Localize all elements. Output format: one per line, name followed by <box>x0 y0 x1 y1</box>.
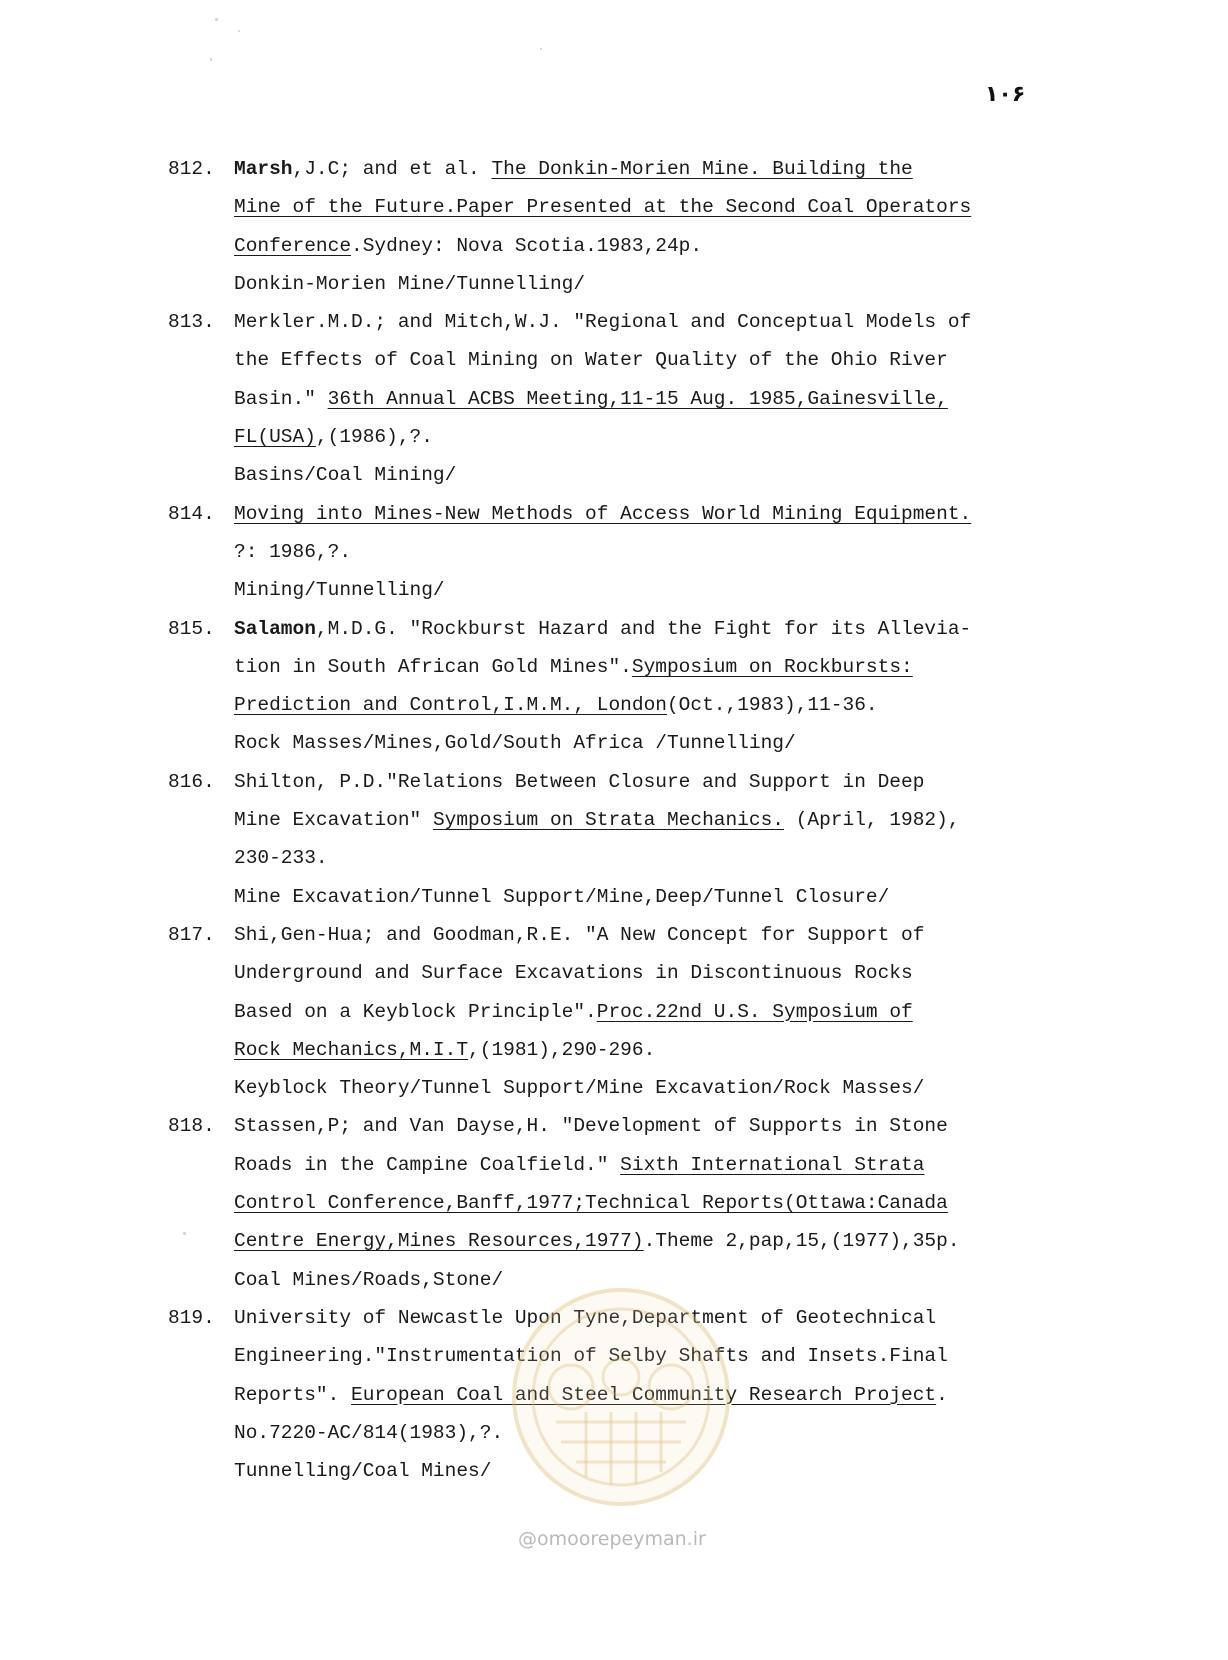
scan-speck <box>238 30 240 32</box>
entry-text-segment: Based on a Keyblock Principle". <box>234 1000 597 1023</box>
entry-text-segment: Marsh <box>234 158 293 180</box>
watermark-seal <box>512 1288 730 1506</box>
entry-line <box>234 1146 1068 1184</box>
entry-text-segment: 230-233. <box>234 847 328 870</box>
bibliography-entry <box>168 495 1068 610</box>
entry-text-segment: Underground and Surface Excavations in Discontinuous Rocks <box>234 962 913 985</box>
entry-text-segment: . <box>936 1383 948 1406</box>
entry-number: 818. <box>168 1115 215 1138</box>
entry-line <box>234 648 1068 686</box>
entry-line <box>234 227 1068 265</box>
entry-line <box>234 380 1068 418</box>
entry-text-segment: Keyblock Theory/Tunnel Support/Mine Excavation/Rock Masses/ <box>234 1077 925 1100</box>
entry-line <box>234 150 1068 188</box>
entry-line <box>234 878 1068 916</box>
entry-title-segment: The Donkin-Morien Mine. Building the <box>491 158 913 180</box>
bibliography-entry <box>168 303 1068 494</box>
entry-text-segment: Donkin-Morien Mine/Tunnelling/ <box>234 272 586 295</box>
entry-text-segment: .Sydney: Nova Scotia.1983,24p. <box>351 234 703 257</box>
entry-title-segment: Prediction and Control,I.M.M., London <box>234 694 667 717</box>
entry-line <box>234 303 1068 341</box>
entry-text-segment: Shilton, P.D."Relations Between Closure and Support in Deep <box>234 770 925 793</box>
entry-line <box>234 916 1068 954</box>
entry-text-segment: Roads in the Campine Coalfield." <box>234 1153 621 1176</box>
entry-text-segment: ,(1986),?. <box>315 426 433 449</box>
bibliography-entry <box>168 763 1068 916</box>
entry-title-segment: Sixth International Strata <box>620 1153 925 1176</box>
watermark-url: @omoorepeyman.ir <box>518 1528 706 1550</box>
entry-line <box>234 993 1068 1031</box>
entry-number: 813. <box>168 311 215 334</box>
page-number: ۱۰۶ <box>985 82 1026 107</box>
entry-text-segment: Merkler.M.D.; and Mitch,W.J. "Regional and Conceptual Models of <box>234 311 972 334</box>
scan-speck <box>215 18 218 21</box>
entry-line <box>234 495 1068 533</box>
entry-line <box>234 188 1068 226</box>
entry-line <box>234 265 1068 303</box>
entry-text-segment: ,J.C; and et al. <box>292 158 492 180</box>
entry-line <box>234 571 1068 609</box>
entry-line <box>234 610 1068 648</box>
entry-title-segment: Symposium on Rockbursts: <box>631 655 913 678</box>
entry-text-segment: Stassen,P; and Van Dayse,H. "Development of Supports in Stone <box>234 1115 948 1138</box>
entry-title-segment: Mine of the Future.Paper Presented at the Second Coal Operators <box>234 196 972 219</box>
entry-line <box>234 1184 1068 1222</box>
entry-title-segment: Control Conference,Banff,1977;Technical Reports(Ottawa:Canada <box>234 1192 948 1215</box>
entry-line <box>234 839 1068 877</box>
entry-number: 816. <box>168 770 215 793</box>
entry-number: 812. <box>168 158 215 180</box>
entry-line <box>234 763 1068 801</box>
entry-line <box>234 686 1068 724</box>
entry-text-segment: Reports". <box>234 1383 352 1406</box>
entry-number: 815. <box>168 617 215 640</box>
entry-text-segment: ?: 1986,?. <box>234 540 352 563</box>
entry-title-segment: FL(USA) <box>234 426 316 449</box>
entry-text-segment: University of Newcastle Upon Tyne,Department of Geotechnical <box>234 1306 937 1329</box>
entry-title-segment: Rock Mechanics,M.I.T <box>234 1038 469 1061</box>
entry-text-segment: .Theme 2,pap,15,(1977),35p. <box>643 1230 960 1253</box>
entry-line <box>234 1031 1068 1069</box>
entry-text-segment: Basin." <box>234 387 328 410</box>
entry-title-segment: Moving into Mines-New Methods of Access World Mining Equipment. <box>234 502 972 525</box>
bibliography-entry <box>168 610 1068 763</box>
entry-line <box>234 724 1068 762</box>
entry-title-segment: European Coal and Steel Community Research Project <box>351 1383 937 1406</box>
entry-number: 819. <box>168 1306 215 1329</box>
scan-speck <box>540 48 542 50</box>
entry-text-segment: Coal Mines/Roads,Stone/ <box>234 1268 504 1291</box>
bibliography-entry <box>168 150 1068 303</box>
seal-graphic-icon <box>516 1292 726 1502</box>
entry-line <box>234 341 1068 379</box>
entry-line <box>234 1069 1068 1107</box>
entry-text-segment: Engineering."Instrumentation of Selby Shafts and Insets.Final <box>234 1345 948 1368</box>
bibliography-entry <box>168 1107 1068 1298</box>
entry-number: 814. <box>168 502 215 525</box>
entry-number: 817. <box>168 923 215 946</box>
entry-text-segment: Shi,Gen-Hua; and Goodman,R.E. "A New Concept for Support of <box>234 923 925 946</box>
entry-text-segment: ,M.D.G. "Rockburst Hazard and the Fight for its Allevia- <box>315 617 972 640</box>
entry-text-segment: Mining/Tunnelling/ <box>234 579 445 602</box>
entry-text-segment: Mine Excavation" <box>234 809 433 832</box>
scan-speck <box>210 58 212 61</box>
entry-line <box>234 801 1068 839</box>
entry-line <box>234 456 1068 494</box>
entry-text-segment: the Effects of Coal Mining on Water Quality of the Ohio River <box>234 349 948 372</box>
entry-title-segment: Symposium on Strata Mechanics. <box>432 809 784 832</box>
entry-line <box>234 954 1068 992</box>
entry-text-segment: Rock Masses/Mines,Gold/South Africa /Tunnelling/ <box>234 732 796 755</box>
entry-line <box>234 533 1068 571</box>
entry-title-segment: Proc.22nd U.S. Symposium of <box>596 1000 913 1023</box>
entry-text-segment: (April, 1982), <box>784 809 960 832</box>
entry-text-segment: ,(1981),290-296. <box>468 1038 656 1061</box>
entry-title-segment: 36th Annual ACBS Meeting,11-15 Aug. 1985,Gainesville, <box>327 387 948 410</box>
entry-line <box>234 1107 1068 1145</box>
entry-text-segment: No.7220-AC/814(1983),?. <box>234 1421 504 1444</box>
entry-line <box>234 418 1068 456</box>
entry-text-segment: (Oct.,1983),11-36. <box>666 694 878 717</box>
bibliography-entry <box>168 916 1068 1107</box>
scan-speck <box>183 1232 186 1235</box>
entry-title-segment: Centre Energy,Mines Resources,1977) <box>234 1230 644 1253</box>
entry-title-segment: Conference <box>234 234 352 257</box>
entry-text-segment: Tunnelling/Coal Mines/ <box>234 1460 492 1483</box>
entry-text-segment: Basins/Coal Mining/ <box>234 464 457 487</box>
entry-text-segment: Salamon <box>234 617 316 640</box>
entry-line <box>234 1222 1068 1260</box>
entry-text-segment: Mine Excavation/Tunnel Support/Mine,Deep/Tunnel Closure/ <box>234 885 890 908</box>
entry-text-segment: tion in South African Gold Mines". <box>234 655 632 678</box>
